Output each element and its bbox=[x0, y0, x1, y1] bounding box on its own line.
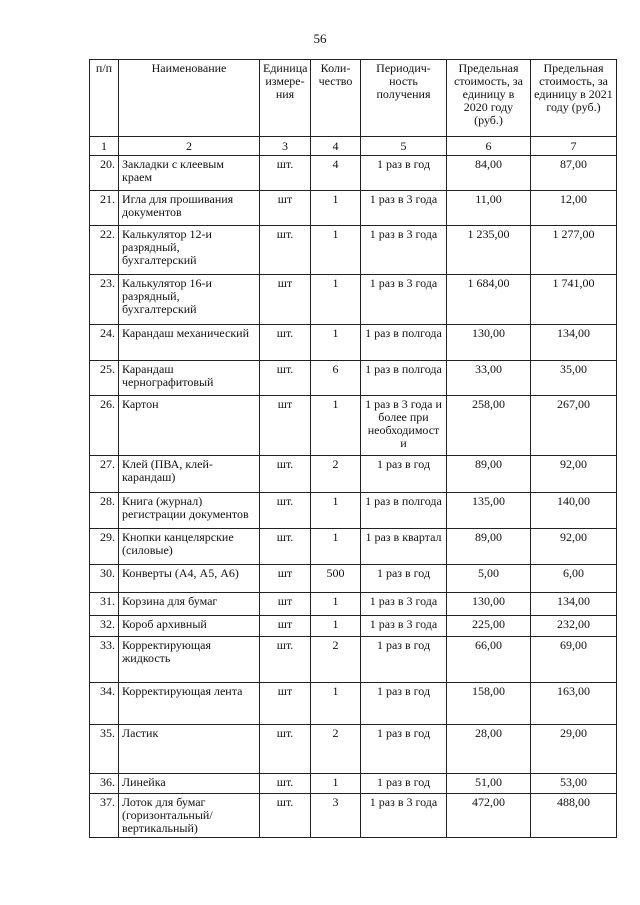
item-unit: шт bbox=[260, 396, 311, 456]
item-period: 1 раз в полгода bbox=[361, 361, 447, 396]
row-number: 27. bbox=[90, 456, 119, 493]
item-price-2020: 1 235,00 bbox=[447, 226, 531, 275]
item-price-2020: 472,00 bbox=[447, 794, 531, 838]
table-row bbox=[90, 593, 617, 616]
item-price-2021: 1 277,00 bbox=[531, 226, 617, 275]
table-row bbox=[90, 616, 617, 637]
item-unit: шт. bbox=[260, 529, 311, 565]
item-name: Калькулятор 16-и разрядный, бухгалтерский bbox=[119, 275, 260, 325]
item-unit: шт bbox=[260, 593, 311, 616]
row-number: 20. bbox=[90, 156, 119, 191]
item-quantity: 1 bbox=[311, 325, 361, 361]
item-period: 1 раз в 3 года bbox=[361, 275, 447, 325]
table-row bbox=[90, 396, 617, 456]
item-price-2021: 69,00 bbox=[531, 637, 617, 683]
item-quantity: 6 bbox=[311, 361, 361, 396]
header-name: Наименование bbox=[119, 60, 260, 137]
item-name: Лоток для бумаг (горизонтальный/ вертикальный) bbox=[119, 794, 260, 838]
item-quantity: 3 bbox=[311, 794, 361, 838]
item-unit: шт bbox=[260, 616, 311, 637]
row-number: 32. bbox=[90, 616, 119, 637]
item-price-2021: 29,00 bbox=[531, 725, 617, 774]
item-name: Карандаш механический bbox=[119, 325, 260, 361]
table-row bbox=[90, 325, 617, 361]
column-index: 1 bbox=[90, 137, 119, 156]
item-period: 1 раз в 3 года bbox=[361, 616, 447, 637]
table-row bbox=[90, 565, 617, 593]
table-row bbox=[90, 529, 617, 565]
item-name: Закладки с клеевым краем bbox=[119, 156, 260, 191]
item-price-2021: 134,00 bbox=[531, 325, 617, 361]
item-quantity: 1 bbox=[311, 226, 361, 275]
item-quantity: 1 bbox=[311, 616, 361, 637]
item-name: Игла для прошивания документов bbox=[119, 191, 260, 226]
row-number: 25. bbox=[90, 361, 119, 396]
column-index: 2 bbox=[119, 137, 260, 156]
item-unit: шт. bbox=[260, 493, 311, 529]
row-number: 33. bbox=[90, 637, 119, 683]
column-index: 4 bbox=[311, 137, 361, 156]
row-number: 29. bbox=[90, 529, 119, 565]
item-name: Картон bbox=[119, 396, 260, 456]
item-price-2021: 12,00 bbox=[531, 191, 617, 226]
item-price-2021: 53,00 bbox=[531, 774, 617, 794]
item-price-2020: 89,00 bbox=[447, 456, 531, 493]
supplies-table bbox=[89, 59, 617, 838]
item-price-2020: 5,00 bbox=[447, 565, 531, 593]
item-period: 1 раз в год bbox=[361, 637, 447, 683]
header-qty: Коли-чество bbox=[311, 60, 361, 137]
table-row bbox=[90, 156, 617, 191]
header-price-2020: Предельная стоимость, за единицу в 2020 году (руб.) bbox=[447, 60, 531, 137]
header-price-2021: Предельная стоимость, за единицу в 2021 году (руб.) bbox=[531, 60, 617, 137]
item-name: Корректирующая лента bbox=[119, 683, 260, 725]
item-quantity: 1 bbox=[311, 275, 361, 325]
item-price-2020: 66,00 bbox=[447, 637, 531, 683]
item-quantity: 2 bbox=[311, 725, 361, 774]
item-period: 1 раз в год bbox=[361, 774, 447, 794]
item-name: Корректирующая жидкость bbox=[119, 637, 260, 683]
table-row bbox=[90, 361, 617, 396]
row-number: 31. bbox=[90, 593, 119, 616]
item-period: 1 раз в 3 года bbox=[361, 191, 447, 226]
table-row bbox=[90, 456, 617, 493]
item-name: Карандаш чернографитовый bbox=[119, 361, 260, 396]
page-number: 56 bbox=[313, 31, 327, 46]
item-period: 1 раз в 3 года и более при необходимост и bbox=[361, 396, 447, 456]
table-row bbox=[90, 725, 617, 774]
table-row bbox=[90, 191, 617, 226]
item-name: Клей (ПВА, клей-карандаш) bbox=[119, 456, 260, 493]
item-period: 1 раз в полгода bbox=[361, 493, 447, 529]
item-name: Корзина для бумаг bbox=[119, 593, 260, 616]
item-unit: шт. bbox=[260, 325, 311, 361]
row-number: 26. bbox=[90, 396, 119, 456]
item-price-2020: 11,00 bbox=[447, 191, 531, 226]
item-price-2021: 134,00 bbox=[531, 593, 617, 616]
item-quantity: 1 bbox=[311, 529, 361, 565]
item-name: Калькулятор 12-и разрядный, бухгалтерский bbox=[119, 226, 260, 275]
item-price-2020: 130,00 bbox=[447, 325, 531, 361]
item-unit: шт bbox=[260, 191, 311, 226]
item-quantity: 1 bbox=[311, 683, 361, 725]
item-period: 1 раз в год bbox=[361, 565, 447, 593]
column-index: 3 bbox=[260, 137, 311, 156]
item-unit: шт bbox=[260, 565, 311, 593]
table-row bbox=[90, 275, 617, 325]
item-price-2020: 258,00 bbox=[447, 396, 531, 456]
table-row bbox=[90, 637, 617, 683]
row-number: 23. bbox=[90, 275, 119, 325]
header-unit: Единица измере-ния bbox=[260, 60, 311, 137]
header-row bbox=[90, 60, 617, 137]
item-period: 1 раз в квартал bbox=[361, 529, 447, 565]
item-price-2021: 163,00 bbox=[531, 683, 617, 725]
table-row bbox=[90, 683, 617, 725]
item-unit: шт. bbox=[260, 156, 311, 191]
item-quantity: 4 bbox=[311, 156, 361, 191]
row-number: 28. bbox=[90, 493, 119, 529]
item-name: Конверты (А4, А5, А6) bbox=[119, 565, 260, 593]
item-name: Кнопки канцелярские (силовые) bbox=[119, 529, 260, 565]
table-row bbox=[90, 226, 617, 275]
row-number: 21. bbox=[90, 191, 119, 226]
row-number: 37. bbox=[90, 794, 119, 838]
item-unit: шт. bbox=[260, 226, 311, 275]
item-price-2021: 87,00 bbox=[531, 156, 617, 191]
item-price-2020: 225,00 bbox=[447, 616, 531, 637]
item-period: 1 раз в 3 года bbox=[361, 794, 447, 838]
item-price-2021: 6,00 bbox=[531, 565, 617, 593]
item-price-2021: 92,00 bbox=[531, 456, 617, 493]
item-name: Книга (журнал) регистрации документов bbox=[119, 493, 260, 529]
item-price-2020: 158,00 bbox=[447, 683, 531, 725]
item-price-2021: 267,00 bbox=[531, 396, 617, 456]
table-row bbox=[90, 794, 617, 838]
header-period: Периодич-ность получения bbox=[361, 60, 447, 137]
table-row bbox=[90, 774, 617, 794]
item-name: Ластик bbox=[119, 725, 260, 774]
item-price-2021: 35,00 bbox=[531, 361, 617, 396]
item-price-2020: 84,00 bbox=[447, 156, 531, 191]
item-unit: шт. bbox=[260, 725, 311, 774]
item-period: 1 раз в 3 года bbox=[361, 593, 447, 616]
item-unit: шт. bbox=[260, 794, 311, 838]
item-price-2021: 488,00 bbox=[531, 794, 617, 838]
row-number: 35. bbox=[90, 725, 119, 774]
item-unit: шт. bbox=[260, 637, 311, 683]
item-period: 1 раз в год bbox=[361, 156, 447, 191]
item-period: 1 раз в 3 года bbox=[361, 226, 447, 275]
item-name: Короб архивный bbox=[119, 616, 260, 637]
column-index-row bbox=[90, 137, 617, 156]
item-price-2020: 89,00 bbox=[447, 529, 531, 565]
item-period: 1 раз в год bbox=[361, 456, 447, 493]
row-number: 34. bbox=[90, 683, 119, 725]
row-number: 24. bbox=[90, 325, 119, 361]
item-name: Линейка bbox=[119, 774, 260, 794]
item-price-2021: 1 741,00 bbox=[531, 275, 617, 325]
header-num: п/п bbox=[90, 60, 119, 137]
item-price-2020: 130,00 bbox=[447, 593, 531, 616]
item-unit: шт. bbox=[260, 456, 311, 493]
item-price-2020: 33,00 bbox=[447, 361, 531, 396]
item-quantity: 1 bbox=[311, 191, 361, 226]
item-quantity: 1 bbox=[311, 493, 361, 529]
item-quantity: 500 bbox=[311, 565, 361, 593]
table-row bbox=[90, 493, 617, 529]
row-number: 36. bbox=[90, 774, 119, 794]
column-index: 7 bbox=[531, 137, 617, 156]
item-price-2020: 51,00 bbox=[447, 774, 531, 794]
item-price-2020: 1 684,00 bbox=[447, 275, 531, 325]
item-unit: шт bbox=[260, 275, 311, 325]
item-unit: шт. bbox=[260, 774, 311, 794]
row-number: 30. bbox=[90, 565, 119, 593]
item-price-2020: 28,00 bbox=[447, 725, 531, 774]
column-index: 5 bbox=[361, 137, 447, 156]
item-period: 1 раз в год bbox=[361, 725, 447, 774]
item-price-2021: 92,00 bbox=[531, 529, 617, 565]
item-quantity: 1 bbox=[311, 593, 361, 616]
item-quantity: 2 bbox=[311, 637, 361, 683]
item-unit: шт. bbox=[260, 361, 311, 396]
item-quantity: 2 bbox=[311, 456, 361, 493]
item-price-2021: 140,00 bbox=[531, 493, 617, 529]
column-index: 6 bbox=[447, 137, 531, 156]
item-unit: шт bbox=[260, 683, 311, 725]
item-quantity: 1 bbox=[311, 396, 361, 456]
row-number: 22. bbox=[90, 226, 119, 275]
item-quantity: 1 bbox=[311, 774, 361, 794]
item-period: 1 раз в полгода bbox=[361, 325, 447, 361]
item-period: 1 раз в год bbox=[361, 683, 447, 725]
item-price-2020: 135,00 bbox=[447, 493, 531, 529]
item-price-2021: 232,00 bbox=[531, 616, 617, 637]
